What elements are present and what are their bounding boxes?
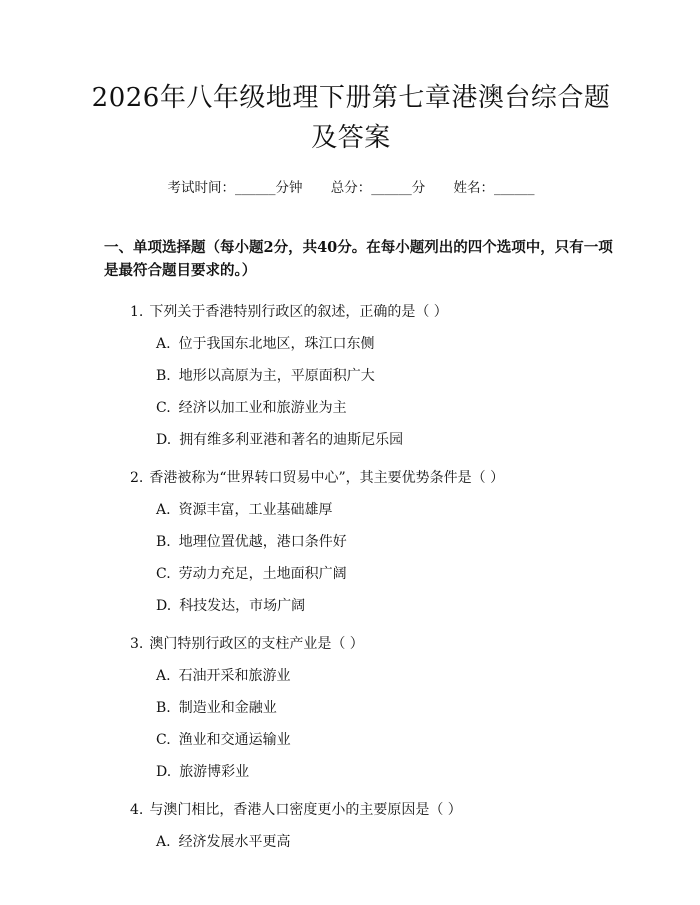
- option-text: 地形以高原为主，平原面积广大: [178, 368, 375, 384]
- option-letter: D.: [156, 432, 172, 448]
- question-stem: [130, 302, 618, 322]
- question-stem: [130, 634, 618, 654]
- question-text: 下列关于香港特别行政区的叙述，正确的是（ ）: [149, 304, 448, 320]
- option-letter: A.: [156, 502, 171, 518]
- option-letter: C.: [156, 400, 171, 416]
- answer-option: [156, 500, 618, 520]
- option-letter: C.: [156, 732, 171, 748]
- answer-option: [156, 430, 618, 450]
- option-letter: D.: [156, 764, 172, 780]
- question-text: 与澳门相比，香港人口密度更小的主要原因是（ ）: [149, 802, 462, 818]
- option-letter: B.: [156, 534, 171, 550]
- option-letter: C.: [156, 566, 171, 582]
- answer-option: [156, 666, 618, 686]
- option-text: 资源丰富，工业基础雄厚: [178, 502, 333, 518]
- answer-option: [156, 532, 618, 552]
- option-letter: B.: [156, 368, 171, 384]
- question-block: [104, 634, 618, 782]
- question-block: [104, 302, 618, 450]
- question-list: [104, 302, 618, 852]
- document-title: [84, 78, 618, 158]
- option-text: 科技发达，市场广阔: [179, 598, 306, 614]
- option-text: 拥有维多利亚港和著名的迪斯尼乐园: [179, 432, 404, 448]
- answer-option: [156, 366, 618, 386]
- option-text: 地理位置优越，港口条件好: [178, 534, 347, 550]
- question-number: 4.: [130, 802, 144, 818]
- option-text: 劳动力充足，土地面积广阔: [178, 566, 347, 582]
- option-letter: A.: [156, 336, 171, 352]
- option-text: 渔业和交通运输业: [178, 732, 291, 748]
- question-stem: [130, 468, 618, 488]
- exam-meta: [84, 176, 618, 196]
- student-name-field: 姓名：______: [453, 180, 535, 196]
- question-number: 1.: [130, 304, 144, 320]
- answer-option: [156, 832, 618, 852]
- option-letter: A.: [156, 668, 171, 684]
- exam-time-field: 考试时间：______分钟: [167, 180, 303, 196]
- option-text: 经济以加工业和旅游业为主: [178, 400, 347, 416]
- total-score-field: 总分：______分: [330, 180, 426, 196]
- question-number: 2.: [130, 470, 144, 486]
- option-letter: B.: [156, 700, 171, 716]
- answer-option: [156, 698, 618, 718]
- option-text: 旅游博彩业: [179, 764, 250, 780]
- question-text: 澳门特别行政区的支柱产业是（ ）: [149, 636, 364, 652]
- answer-option: [156, 596, 618, 616]
- option-text: 制造业和金融业: [178, 700, 277, 716]
- question-stem: [130, 800, 618, 820]
- question-number: 3.: [130, 636, 144, 652]
- option-letter: D.: [156, 598, 172, 614]
- answer-option: [156, 762, 618, 782]
- title-line-1: 2026年八年级地理下册第七章港澳台综合题: [91, 83, 611, 113]
- section-heading: 一、单项选择题（每小题2分，共40分。在每小题列出的四个选项中，只有一项是最符合题目要求的。）: [104, 239, 613, 279]
- answer-option: [156, 564, 618, 584]
- question-text: 香港被称为“世界转口贸易中心”，其主要优势条件是（ ）: [149, 470, 505, 486]
- title-line-2: 及答案: [311, 123, 391, 153]
- question-block: [104, 800, 618, 852]
- question-block: [104, 468, 618, 616]
- option-letter: A.: [156, 834, 171, 850]
- option-text: 石油开采和旅游业: [178, 668, 291, 684]
- answer-option: [156, 334, 618, 354]
- answer-option: [156, 730, 618, 750]
- option-text: 位于我国东北地区，珠江口东侧: [178, 336, 375, 352]
- answer-option: [156, 398, 618, 418]
- option-text: 经济发展水平更高: [178, 834, 291, 850]
